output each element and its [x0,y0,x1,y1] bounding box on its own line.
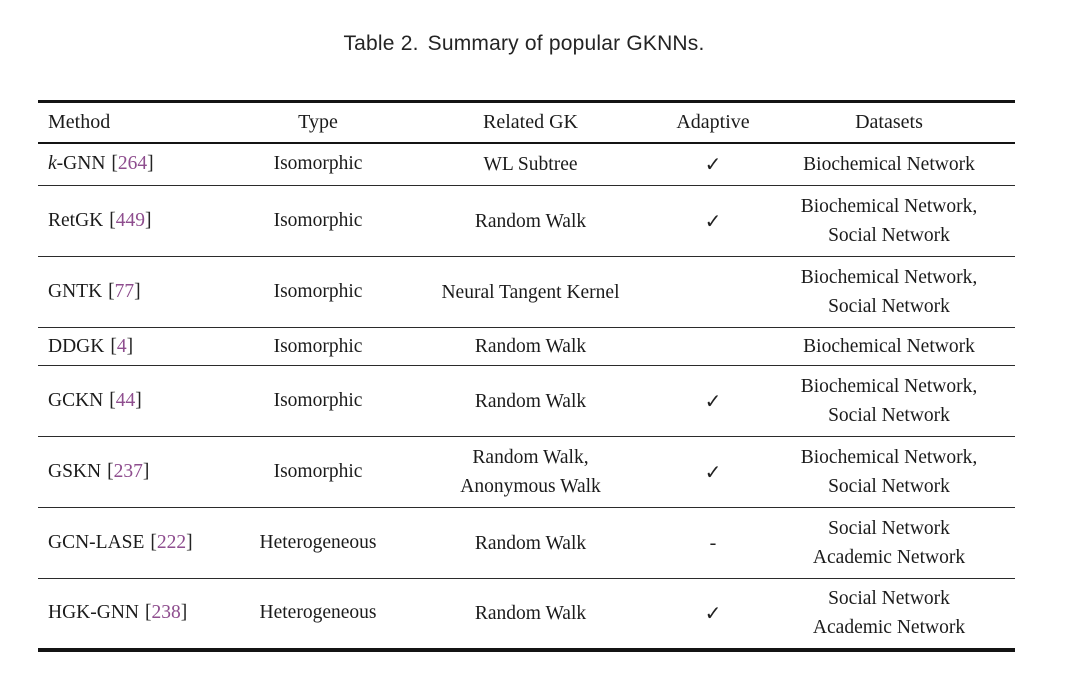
citation-bracket: [ [108,281,115,302]
citation-bracket: ] [135,390,142,411]
citation-bracket: ] [142,461,150,482]
table-row [38,437,1015,508]
citation-bracket: ] [126,335,134,357]
dataset-line: Biochemical Network, [800,376,978,397]
method-name: GCKN [48,390,104,411]
dataset-line: Biochemical Network, [800,267,978,288]
header-method: Method [38,102,238,143]
citation-ref[interactable] [145,602,187,623]
table-row [38,328,1015,366]
related-gk-cell [398,437,663,508]
citation-number[interactable]: 237 [113,461,143,482]
type-cell: Isomorphic [238,437,398,508]
citation-bracket: [ [150,532,157,553]
citation-bracket: [ [145,602,152,624]
adaptive-cell [663,366,763,437]
citation-bracket: ] [145,210,152,231]
method-cell [38,437,238,508]
method-name: GNTK [48,281,103,302]
dash-mark: - [709,531,717,554]
checkmark-icon: ✓ [704,602,722,625]
citation-bracket: [ [111,153,118,175]
related-gk-cell [398,508,663,579]
checkmark-icon: ✓ [704,390,722,413]
method-name: HGK-GNN [48,602,139,624]
table-caption-text: Summary of popular GKNNs. [427,32,705,55]
method-cell [38,508,238,579]
citation-ref[interactable] [108,281,141,302]
adaptive-cell [663,328,763,366]
related-gk-cell [398,579,663,650]
datasets-cell [763,579,1015,650]
citation-bracket: [ [109,390,116,411]
gk-line: Neural Tangent Kernel [441,281,620,303]
method-cell [38,579,238,650]
dataset-line: Social Network [828,405,950,426]
dataset-line: Social Network [828,588,950,610]
dataset-line: Biochemical Network [803,153,975,175]
citation-bracket: ] [186,532,193,553]
table-row [38,143,1015,186]
gk-line: WL Subtree [483,153,578,175]
citation-ref[interactable] [111,153,153,174]
citation-number[interactable]: 449 [115,210,145,231]
dataset-line: Academic Network [812,547,966,568]
gknn-summary-table [38,100,1015,652]
method-cell [38,257,238,328]
adaptive-cell [663,437,763,508]
citation-ref[interactable] [150,532,192,553]
dataset-line: Social Network [828,476,950,497]
checkmark-icon: ✓ [704,210,722,233]
citation-ref[interactable] [109,210,151,231]
adaptive-cell [663,186,763,257]
citation-bracket: ] [147,153,154,175]
datasets-cell [763,437,1015,508]
citation-number[interactable]: 238 [151,602,181,624]
citation-number[interactable]: 44 [115,390,136,411]
gk-line: Random Walk [474,532,587,554]
header-datasets: Datasets [763,102,1015,143]
table-caption [0,32,1048,56]
header-adaptive: Adaptive [663,102,763,143]
table-row [38,257,1015,328]
header-row [38,102,1015,143]
header-type: Type [238,102,398,143]
gk-line: Random Walk [474,390,587,412]
related-gk-cell [398,143,663,186]
dataset-line: Biochemical Network, [800,447,978,468]
citation-bracket: ] [180,602,188,624]
type-cell: Isomorphic [238,186,398,257]
gk-line: Random Walk [474,336,587,357]
datasets-cell [763,366,1015,437]
gk-line: Random Walk [474,210,587,232]
header-related-gk: Related GK [398,102,663,143]
checkmark-icon: ✓ [704,461,722,484]
gk-line: Random Walk, [472,447,589,468]
method-cell [38,186,238,257]
type-cell: Heterogeneous [238,508,398,579]
related-gk-cell [398,366,663,437]
citation-ref[interactable] [110,336,133,357]
related-gk-cell [398,186,663,257]
adaptive-cell [663,257,763,328]
related-gk-cell [398,328,663,366]
datasets-cell [763,143,1015,186]
dataset-line: Social Network [828,296,950,317]
dataset-line: Social Network [828,225,950,246]
table-caption-label: Table 2. [343,32,419,55]
method-name: -GNN [56,153,106,175]
method-name: GSKN [48,461,102,482]
type-cell: Heterogeneous [238,579,398,650]
gk-line: Random Walk [474,602,587,624]
table-row [38,579,1015,650]
gk-line: Anonymous Walk [460,476,601,497]
datasets-cell [763,508,1015,579]
datasets-cell [763,257,1015,328]
dataset-line: Academic Network [812,617,966,639]
dataset-line: Biochemical Network [803,336,975,357]
method-cell [38,366,238,437]
table-row [38,366,1015,437]
method-name: GCN-LASE [48,532,145,553]
datasets-cell [763,328,1015,366]
method-cell [38,328,238,366]
related-gk-cell [398,257,663,328]
citation-number[interactable]: 77 [114,281,135,302]
checkmark-icon: ✓ [704,153,722,176]
citation-bracket: [ [109,210,116,231]
method-name: DDGK [48,335,105,357]
method-name: RetGK [48,210,104,231]
table-row [38,508,1015,579]
citation-number[interactable]: 4 [116,335,127,357]
adaptive-cell [663,143,763,186]
method-name-italic: k [48,153,57,175]
method-cell [38,143,238,186]
citation-ref[interactable] [109,390,142,411]
table-row [38,186,1015,257]
citation-bracket: [ [110,335,117,357]
type-cell: Isomorphic [238,257,398,328]
type-cell: Isomorphic [238,328,398,366]
type-cell: Isomorphic [238,143,398,186]
dataset-line: Biochemical Network, [800,196,978,217]
citation-bracket: [ [107,461,114,482]
citation-number[interactable]: 222 [156,532,187,553]
citation-ref[interactable] [107,461,149,482]
adaptive-cell [663,508,763,579]
type-cell: Isomorphic [238,366,398,437]
citation-number[interactable]: 264 [117,153,148,175]
datasets-cell [763,186,1015,257]
adaptive-cell [663,579,763,650]
dataset-line: Social Network [828,518,950,539]
citation-bracket: ] [134,281,141,302]
